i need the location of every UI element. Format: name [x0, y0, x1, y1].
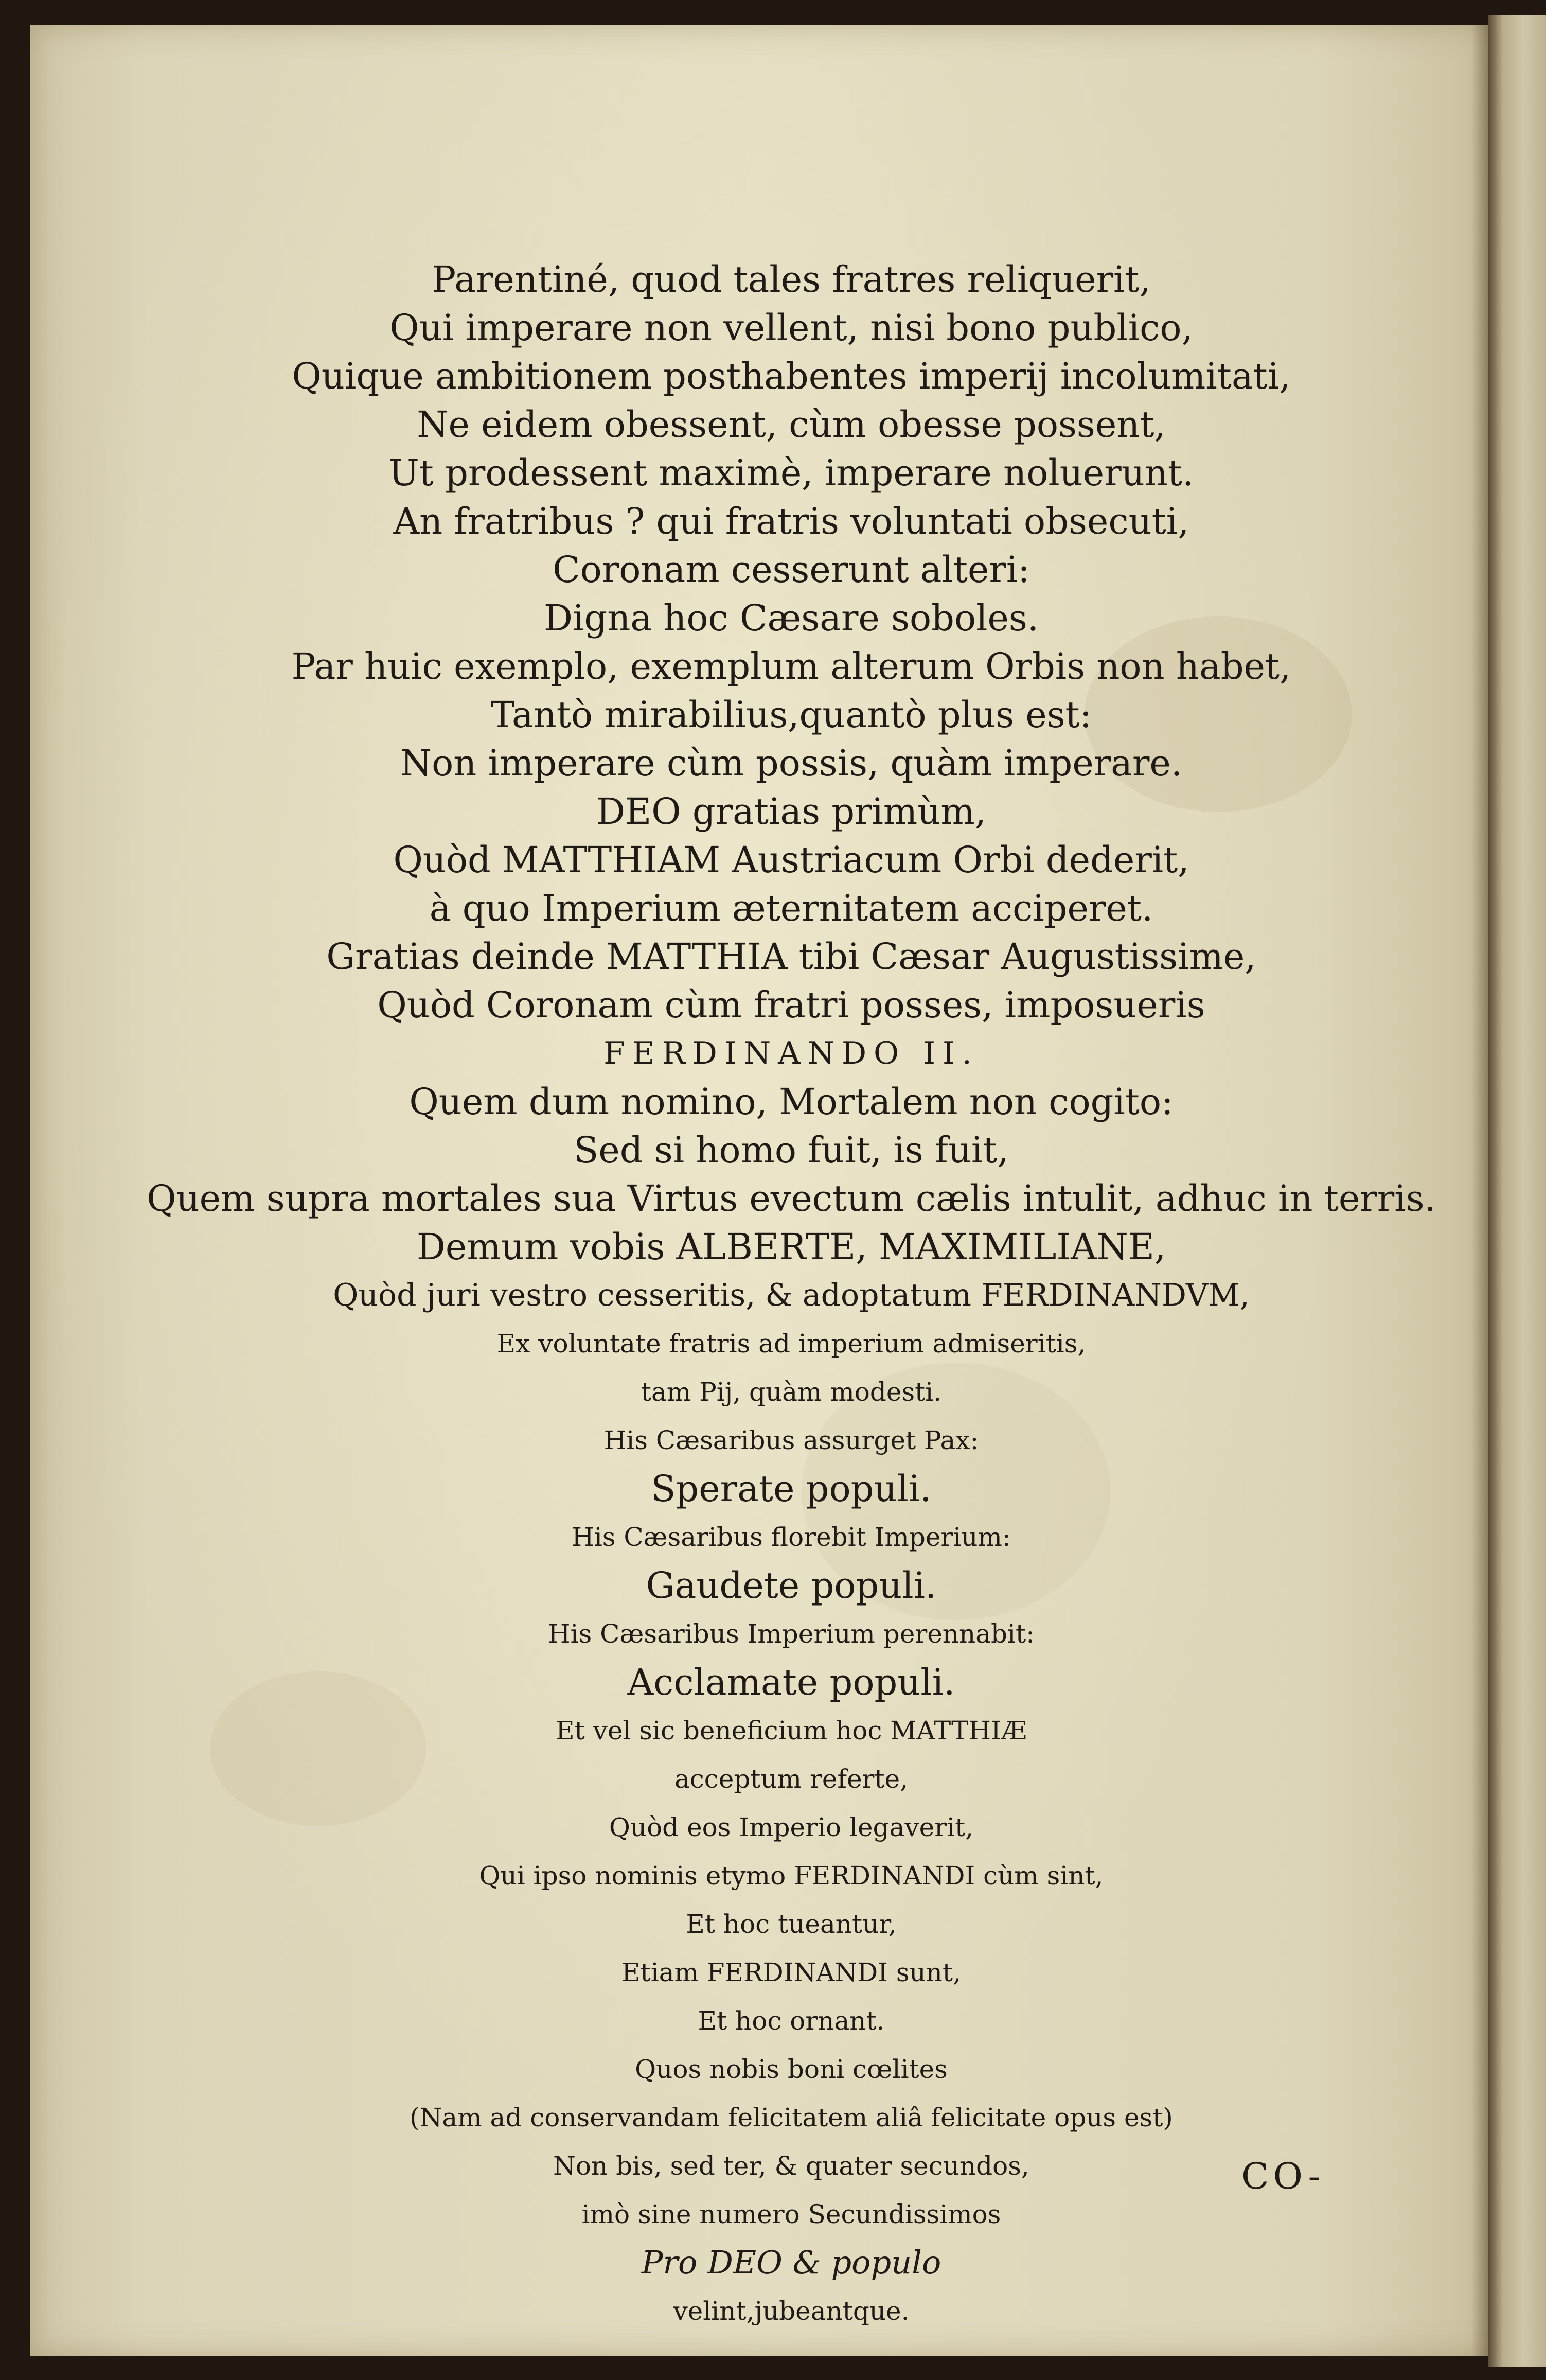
text-line: Quos nobis boni cœlites — [635, 2054, 948, 2084]
text-line: Qui imperare non vellent, nisi bono publico, — [389, 307, 1193, 349]
text-line: à quo Imperium æternitatem acciperet. — [429, 887, 1153, 929]
text-line-spaced: FERDINANDO II. — [603, 1035, 979, 1071]
text-line: His Cæsaribus florebit Imperium: — [572, 1522, 1011, 1552]
facing-page-edge — [1488, 15, 1546, 2367]
text-line: Par huic exemplo, exemplum alterum Orbis non habet, — [291, 645, 1291, 687]
text-line: imò sine numero Secundissimos — [581, 2199, 1001, 2229]
text-line: Quòd eos Imperio legaverit, — [609, 1812, 974, 1842]
text-line: acceptum referte, — [674, 1764, 909, 1794]
text-line: Non imperare cùm possis, quàm imperare. — [400, 742, 1183, 784]
book-page — [30, 25, 1488, 2356]
text-line: Sed si homo fuit, is fuit, — [574, 1129, 1009, 1171]
text-line: An fratribus ? qui fratris voluntati obsecuti, — [393, 500, 1189, 542]
text-line: Quòd juri vestro cesseritis, & adoptatum FERDINANDVM, — [333, 1277, 1250, 1313]
catchword: CO- — [1241, 2155, 1325, 2197]
text-line: Parentiné, quod tales fratres reliquerit, — [432, 258, 1151, 301]
text-line: His Cæsaribus Imperium perennabit: — [548, 1619, 1035, 1649]
text-line: Quòd Coronam cùm fratri posses, imposueris — [377, 984, 1205, 1026]
text-line: Demum vobis ALBERTE, MAXIMILIANE, — [416, 1226, 1166, 1268]
text-line: Coronam cesserunt alteri: — [553, 549, 1030, 591]
text-line: Qui ipso nominis etymo FERDINANDI cùm sint, — [479, 1861, 1104, 1891]
text-line: tam Pij, quàm modesti. — [641, 1377, 942, 1407]
text-line: His Cæsaribus assurget Pax: — [603, 1425, 979, 1455]
text-line: Gratias deinde MATTHIA tibi Cæsar Augustissime, — [326, 936, 1256, 978]
text-line: Et vel sic beneficium hoc MATTHIÆ — [556, 1716, 1027, 1746]
text-line: (Nam ad conservandam felicitatem aliâ felicitate opus est) — [410, 2103, 1173, 2132]
text-line: Et hoc ornant. — [698, 2006, 885, 2036]
text-line: DEO gratias primùm, — [596, 790, 987, 833]
text-line: Ut prodessent maximè, imperare noluerunt. — [388, 452, 1194, 494]
text-line: Acclamate populi. — [627, 1661, 955, 1703]
text-line: Sperate populi. — [651, 1468, 932, 1510]
text-line: Digna hoc Cæsare soboles. — [543, 597, 1039, 639]
text-line-italic: Pro DEO & populo — [641, 2244, 941, 2281]
text-line: Etiam FERDINANDI sunt, — [621, 1958, 961, 1987]
text-line: velint,jubeantque. — [673, 2296, 910, 2326]
text-line: Tantò mirabilius,quantò plus est: — [490, 694, 1092, 736]
text-line: Quem supra mortales sua Virtus evectum cælis intulit, adhuc in terris. — [147, 1177, 1436, 1220]
text-line: Gaudete populi. — [646, 1564, 937, 1607]
text-line: Ex voluntate fratris ad imperium admiseritis, — [496, 1329, 1086, 1359]
text-line: Ne eidem obessent, cùm obesse possent, — [417, 403, 1166, 446]
text-line: Et hoc tueantur, — [686, 1909, 897, 1939]
text-line: Quem dum nomino, Mortalem non cogito: — [409, 1081, 1174, 1123]
text-line: Quique ambitionem posthabentes imperij incolumitati, — [292, 355, 1291, 397]
main-text — [133, 255, 1450, 2335]
text-line: Non bis, sed ter, & quater secundos, — [553, 2151, 1029, 2181]
text-line: Quòd MATTHIAM Austriacum Orbi dederit, — [393, 839, 1189, 881]
